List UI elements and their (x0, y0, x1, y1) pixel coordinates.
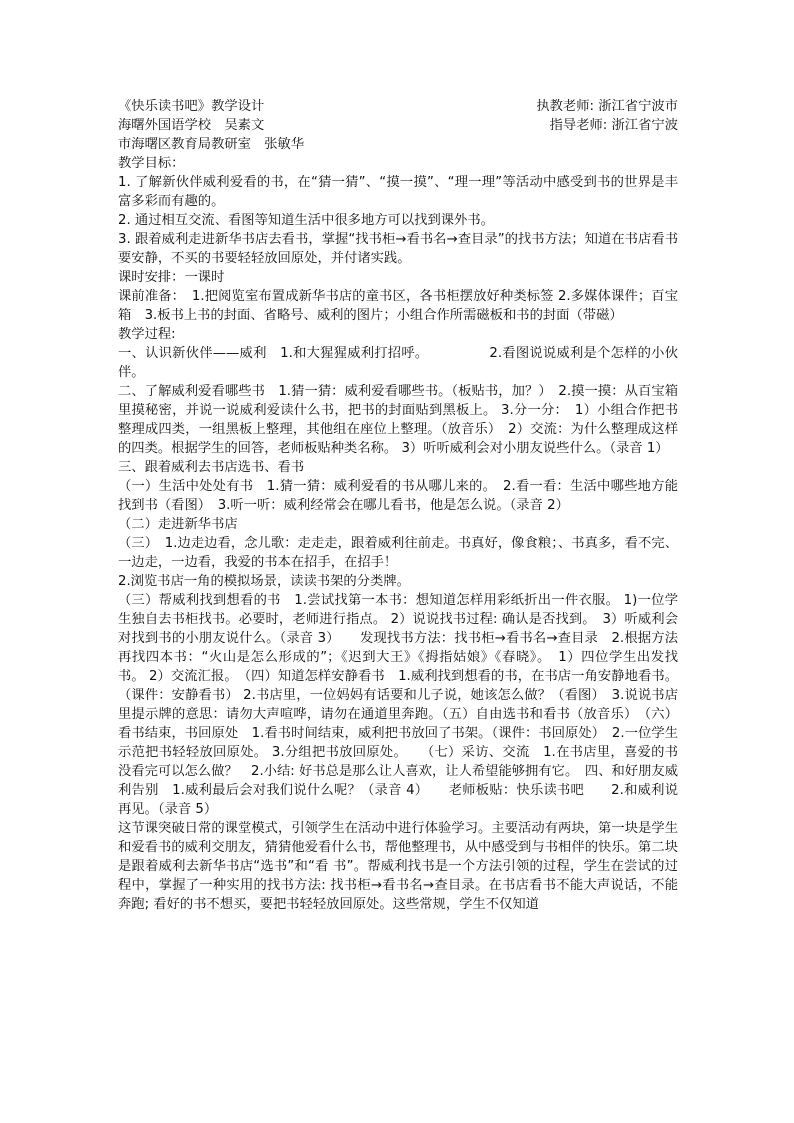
process-part-3-sub-3: （三） 1.边走边看，念儿歌：走走走，跟着威利往前走。书真好，像食粮；、书真多，看不完、一边走，一边看，我爱的书本在招手，在招手！ (118, 536, 678, 570)
process-part-3-sub-4: 2.浏览书店一角的模拟场景，读读书架的分类牌。 (118, 574, 410, 589)
teacher-info: 执教老师: 浙江省宁波市 (536, 99, 678, 114)
schedule-text: 课时安排：一课时 (118, 270, 225, 285)
header-row-1 (118, 97, 678, 116)
objectives-heading: 教学目标： (118, 156, 185, 171)
process-part-1: 一、认识新伙伴——威利 1.和大猩猩威利打招呼。 2.看图说说威利是个怎样的小伙伴。 (118, 346, 678, 380)
reflection-text: 这节课突破日常的课堂模式，引领学生在活动中进行体验学习。主要活动有两块，第一块是学生和爱看书的威利交朋友，猜猜他爱看什么书，帮他整理书，从中感受到与书相伴的快乐。第二块是跟着威利去新华书店“选书”和“看 书”。帮威利找书是一个方法引领的过程，学生在尝试的过程中，掌握了一种实用的找书方法: 找书柜→看书名→查目录。在书店看书不能大声说话，不能奔跑; 看好的书不想买，要把书轻轻放回原处。这些常规，学生不仅知道 (118, 821, 678, 912)
school-info: 海曙外国语学校 吴素文 (118, 118, 265, 133)
process-part-3-sub-1: （一）生活中处处有书 1.猜一猜：威利爱看的书从哪儿来的。 2.看一看：生活中哪些地方能找到书（看图） 3.听一听：威利经常会在哪儿看书，他是怎么说。（录音 2） (118, 479, 678, 513)
document-title: 《快乐读书吧》教学设计 (118, 99, 265, 114)
header-row-2 (118, 116, 678, 135)
process-heading: 教学过程: (118, 327, 176, 342)
mentor-info: 指导老师: 浙江省宁波 (549, 118, 678, 133)
preparation-text: 课前准备： 1.把阅览室布置成新华书店的童书区，各书柜摆放好种类标签 2.多媒体课件；百宝箱 3.板书上书的封面、省略号、威利的图片；小组合作所需磁板和书的封面（带磁） (118, 289, 678, 323)
process-part-3-sub-2: （二）走进新华书店 (118, 517, 238, 532)
process-part-3-sub-5: （三）帮威利找到想看的书 1.尝试找第一本书：想知道怎样用彩纸折出一件衣服。 1)一位学生独自去书柜找书。必要时，老师进行指点。 2）说说找书过程: 确认是否找到。 3）听威利会对找到书的小朋友说什么。（录音 3） 发现找书方法：找书柜→看书名→查目录 2.根据方法再找四本书：“火山是怎么形成的”；《迟到大王》《拇指姑娘》《春晓》。 1）四位学生出发找书。 2）交流汇报。 （四）知道怎样安静看书 1.威利找到想看的书，在书店一角安静地看书。（课件：安静看书） 2.书店里，一位妈妈有话要和儿子说，她该怎么做？（看图） 3.说说书店里提示牌的意思：请勿大声喧哗，请勿在通道里奔跑。（五）自由选书和看书（放音乐） （六）看书结束，书回原处 1.看书时间结束，威利把书放回了书架。（课件：书回原处） 2.一位学生示范把书轻轻放回原处。 3.分组把书放回原处。 （七）采访、交流 1.在书店里，喜爱的书没看完可以怎么做？ 2.小结: 好书总是那么让人喜欢，让人希望能够拥有它。 四、和好朋友威利告别 1.威利最后会对我们说什么呢？（录音 4） 老师板贴：快乐读书吧 2.和威利说再见。（录音 5） (118, 593, 678, 817)
objective-item: 1. 了解新伙伴威利爱看的书，在“猜一猜”、“摸一摸”、“理一理”等活动中感受到书的世界是丰富多彩而有趣的。 (118, 175, 678, 209)
objective-item: 2. 通过相互交流、看图等知道生活中很多地方可以找到课外书。 (118, 213, 494, 228)
process-part-2: 二、了解威利爱看哪些书 1.猜一猜：威利爱看哪些书。（板贴书，加？） 2.摸一摸：从百宝箱里摸秘密，并说一说威利爱读什么书，把书的封面贴到黑板上。 3.分一分： 1）小组合作把书整理成四类，一组黑板上整理，其他组在座位上整理。（放音乐） 2）交流：为什么整理成这样的四类。根据学生的回答，老师板贴种类名称。 3）听听威利会对小朋友说些什么。（录音 1） (118, 384, 678, 456)
process-part-3-heading: 三、跟着威利去书店选书、看书 (118, 460, 305, 475)
document-body (118, 97, 678, 914)
office-info: 市海曙区教育局教研室 张敏华 (118, 137, 305, 152)
objective-item: 3. 跟着威利走进新华书店去看书，掌握“找书柜→看书名→查目录”的找书方法；知道在书店看书要安静，不买的书要轻轻放回原处，并付诸实践。 (118, 232, 678, 266)
